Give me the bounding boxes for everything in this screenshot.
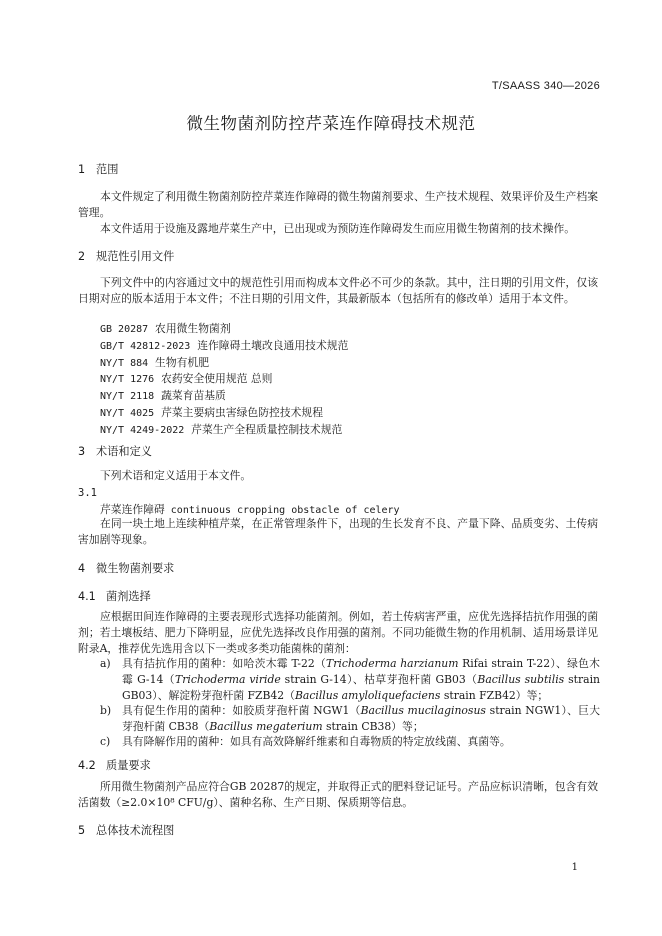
paragraph: 所用微生物菌剂产品应符合GB 20287的规定，并取得正式的肥料登记证号。产品应标识清晰，包含有效活菌数（≥2.0×10⁸ CFU/g）、菌种名称、生产日期、保质期等信息。 [78, 780, 598, 809]
reference-name: 农药安全使用规范 总则 [161, 372, 273, 386]
reference-list [100, 321, 348, 439]
section-3-heading [78, 443, 152, 459]
reference-name: 蔬菜育苗基质 [161, 389, 226, 403]
section-title: 微生物菌剂要求 [96, 562, 175, 575]
subsection-title: 菌剂选择 [106, 590, 151, 603]
term-definition [78, 516, 598, 548]
reference-name: 芹菜主要病虫害绿色防控技术规程 [161, 405, 324, 419]
paragraph: 下列术语和定义适用于本文件。 [100, 469, 252, 482]
paragraph: 本文件适用于设施及露地芹菜生产中，已出现或为预防连作障碍发生而应用微生物菌剂的技术操作。 [100, 221, 576, 235]
term-number: 3.1 [78, 487, 97, 499]
term-entry [100, 502, 400, 517]
section-number: 5 [78, 824, 86, 837]
reference-code: GB 20287 [100, 324, 149, 335]
list-text: 具有降解作用的菌种：如具有高效降解纤维素和自毒物质的特定放线菌、真菌等。 [122, 735, 511, 748]
section-number: 4 [78, 562, 86, 575]
section-title: 范围 [96, 163, 119, 176]
list-text: 具有拮抗作用的菌种：如哈茨木霉 T-22（Trichoderma harzianum Rifai strain T-22）、绿色木霉 G-14（Trichoderma viride strain G-14）、枯草芽孢杆菌 GB03（Bacillus subtilis strain GB03）、解淀粉芽孢杆菌 FZB42（Bacillus amyloliquefaciens strain FZB42）等； [122, 657, 600, 702]
list-item-c [100, 734, 600, 750]
section-title: 总体技术流程图 [96, 824, 175, 837]
list-item-a [100, 656, 600, 703]
document-title: 微生物菌剂防控芹菜连作障碍技术规范 [186, 114, 476, 133]
section-3-intro [78, 468, 598, 484]
subsection-title: 质量要求 [106, 759, 151, 772]
reference-item [100, 371, 348, 388]
reference-item [100, 321, 348, 338]
section-5-heading [78, 822, 174, 838]
reference-item [100, 338, 348, 355]
reference-item [100, 355, 348, 372]
reference-code: NY/T 4025 [100, 407, 155, 419]
subsection-4-1-heading [78, 588, 151, 604]
section-2-body [78, 275, 598, 307]
list-label: b) [100, 704, 112, 717]
section-1-heading [78, 161, 118, 177]
section-number: 2 [78, 250, 86, 263]
reference-code: GB/T 42812-2023 [100, 340, 191, 352]
subsection-number: 4.2 [78, 759, 96, 772]
standard-number: T/SAASS 340—2026 [491, 80, 600, 92]
paragraph: 应根据田间连作障碍的主要表现形式选择功能菌剂。例如，若土传病害严重，应优先选择拮抗作用强的菌剂；若土壤板结、肥力下降明显，应优先选择改良作用强的菌剂。不同功能微生物的作用机制、适用场景详见附录A，推荐优先选用含以下一类或多类功能菌株的菌剂： [78, 610, 598, 655]
subsection-4-2-heading [78, 757, 151, 773]
subsection-4-1-body [78, 609, 598, 656]
section-number: 3 [78, 445, 86, 458]
list-item-b [100, 703, 600, 735]
reference-name: 农用微生物菌剂 [155, 322, 231, 335]
section-number: 1 [78, 163, 86, 176]
list-text: 具有促生作用的菌种：如胶质芽孢杆菌 NGW1（Bacillus mucilaginosus strain NGW1）、巨大芽孢杆菌 CB38（Bacillus megaterium strain CB38）等； [122, 704, 600, 733]
subsection-number: 4.1 [78, 590, 96, 603]
section-2-heading [78, 248, 174, 264]
term-english: continuous cropping obstacle of celery [170, 505, 400, 516]
reference-name: 生物有机肥 [155, 355, 210, 369]
section-1-body [78, 189, 598, 236]
reference-name: 芹菜生产全程质量控制技术规范 [191, 422, 343, 436]
reference-code: NY/T 884 [100, 357, 149, 369]
paragraph: 本文件规定了利用微生物菌剂防控芹菜连作障碍的微生物菌剂要求、生产技术规程、效果评价及生产档案管理。 [78, 190, 598, 219]
page-number: 1 [571, 862, 578, 873]
section-4-heading [78, 560, 174, 576]
reference-code: NY/T 2118 [100, 391, 155, 403]
reference-name: 连作障碍土壤改良通用技术规范 [197, 338, 349, 352]
reference-item [100, 405, 348, 422]
reference-code: NY/T 1276 [100, 374, 155, 386]
reference-code: NY/T 4249-2022 [100, 424, 185, 436]
paragraph: 在同一块土地上连续种植芹菜，在正常管理条件下，出现的生长发育不良、产量下降、品质变劣、土传病害加剧等现象。 [78, 517, 598, 546]
reference-item [100, 388, 348, 405]
section-title: 规范性引用文件 [96, 250, 175, 263]
paragraph: 下列文件中的内容通过文中的规范性引用而构成本文件必不可少的条款。其中，注日期的引用文件，仅该日期对应的版本适用于本文件；不注日期的引用文件，其最新版本（包括所有的修改单）适用于本文件。 [78, 276, 598, 305]
subsection-4-2-body [78, 779, 598, 811]
section-title: 术语和定义 [96, 445, 152, 458]
term-chinese: 芹菜连作障碍 [100, 503, 165, 516]
list-label: c) [100, 735, 111, 748]
list-label: a) [100, 657, 111, 670]
reference-item [100, 422, 348, 439]
